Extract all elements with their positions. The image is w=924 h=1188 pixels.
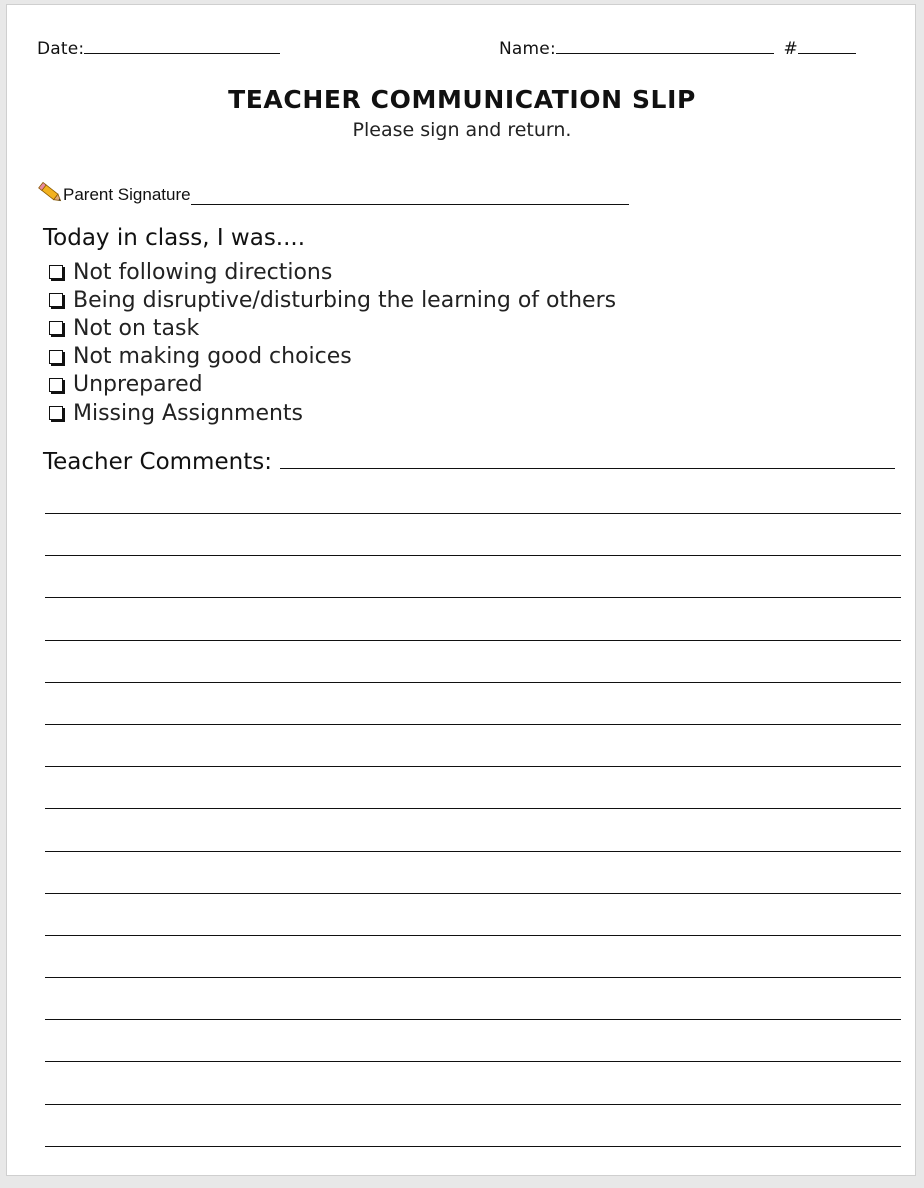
- name-label: Name:: [499, 39, 556, 59]
- checkbox-icon[interactable]: [49, 265, 63, 279]
- comment-line[interactable]: [45, 808, 901, 809]
- teacher-comments-label: Teacher Comments:: [43, 449, 272, 475]
- comment-line[interactable]: [45, 1104, 901, 1105]
- comment-line[interactable]: [45, 851, 901, 852]
- checkbox-icon[interactable]: [49, 350, 63, 364]
- parent-signature-label: Parent Signature: [63, 185, 191, 204]
- checklist-item[interactable]: [47, 399, 616, 427]
- date-label: Date:: [37, 39, 85, 59]
- name-blank[interactable]: [556, 37, 774, 54]
- number-blank[interactable]: [798, 37, 856, 54]
- checkbox-icon[interactable]: [49, 378, 63, 392]
- date-field: [37, 37, 280, 59]
- checklist-item[interactable]: [47, 343, 616, 371]
- page-title: TEACHER COMMUNICATION SLIP: [228, 85, 696, 114]
- checklist-item-label: Being disruptive/disturbing the learning of others: [73, 287, 617, 313]
- comment-line[interactable]: [45, 724, 901, 725]
- comment-line[interactable]: [45, 555, 901, 556]
- teacher-comments-row: [43, 449, 895, 475]
- today-in-class-heading: Today in class, I was....: [43, 225, 306, 251]
- comment-line[interactable]: [45, 935, 901, 936]
- checklist-item-label: Not following directions: [73, 259, 333, 285]
- comment-line[interactable]: [45, 977, 901, 978]
- comment-line[interactable]: [45, 766, 901, 767]
- pencil-icon: [37, 181, 63, 205]
- parent-signature-blank[interactable]: [191, 186, 629, 205]
- checkbox-icon[interactable]: [49, 293, 63, 307]
- comment-line[interactable]: [45, 640, 901, 641]
- teacher-comments-writing-area[interactable]: [45, 513, 901, 1188]
- parent-signature-row: [37, 181, 629, 205]
- page-subtitle: Please sign and return.: [352, 119, 572, 141]
- checklist-item[interactable]: [47, 286, 616, 314]
- behavior-checklist: [47, 258, 616, 427]
- date-blank[interactable]: [84, 37, 280, 54]
- comment-line[interactable]: [45, 1146, 901, 1147]
- comment-line[interactable]: [45, 1061, 901, 1062]
- checklist-item-label: Not on task: [73, 315, 200, 341]
- comment-line[interactable]: [45, 682, 901, 683]
- checklist-item-label: Unprepared: [73, 372, 203, 398]
- checkbox-icon[interactable]: [49, 321, 63, 335]
- teacher-comments-first-line[interactable]: [280, 467, 895, 469]
- comment-line[interactable]: [45, 513, 901, 514]
- comment-line[interactable]: [45, 597, 901, 598]
- checkbox-icon[interactable]: [49, 406, 63, 420]
- comment-line[interactable]: [45, 893, 901, 894]
- checklist-item[interactable]: [47, 314, 616, 342]
- checklist-item[interactable]: [47, 371, 616, 399]
- communication-slip-page: [6, 4, 916, 1176]
- checklist-item[interactable]: [47, 258, 616, 286]
- checklist-item-label: Missing Assignments: [73, 400, 304, 426]
- checklist-item-label: Not making good choices: [73, 344, 352, 370]
- comment-line[interactable]: [45, 1019, 901, 1020]
- name-field: [499, 37, 856, 59]
- number-label: #: [783, 39, 798, 59]
